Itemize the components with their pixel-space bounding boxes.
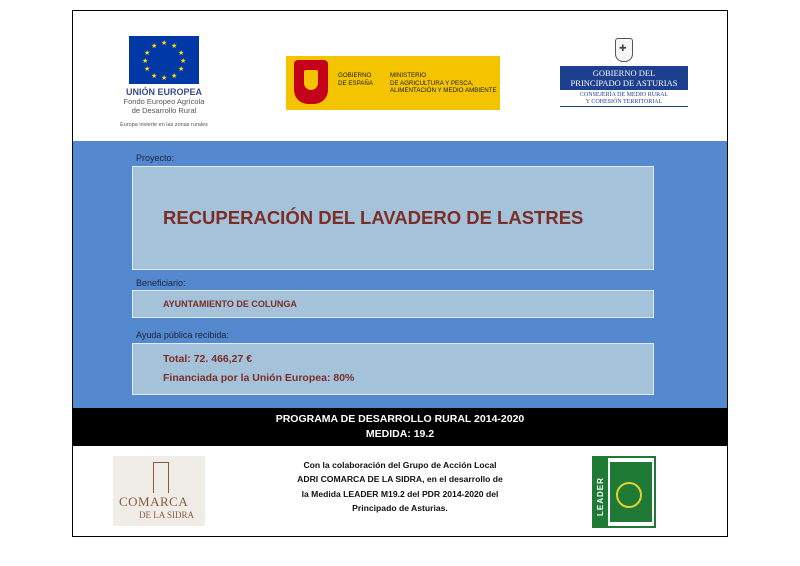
asturias-crest-icon bbox=[615, 38, 633, 62]
eu-subtitle-2: de Desarrollo Rural bbox=[131, 106, 197, 115]
spain-gob-line2: DE ESPAÑA bbox=[338, 79, 373, 87]
asturias-title-line2: PRINCIPADO DE ASTURIAS bbox=[570, 78, 678, 88]
asturias-sub-line2: Y COHESIÓN TERRITORIAL bbox=[585, 99, 663, 105]
asturias-title-line1: GOBIERNO DEL bbox=[592, 68, 656, 78]
tower-icon bbox=[153, 462, 169, 493]
asturias-title bbox=[560, 66, 688, 90]
beneficiary-value: AYUNTAMIENTO DE COLUNGA bbox=[163, 299, 297, 309]
asturias-sub-line1: CONSEJERÍA DE MEDIO RURAL bbox=[579, 92, 669, 98]
eu-flag-icon: ★ ★ ★ ★ ★ ★ ★ ★ ★ ★ ★ ★ bbox=[129, 36, 199, 84]
spain-min-line1: MINISTERIO bbox=[390, 72, 427, 79]
program-band bbox=[73, 408, 727, 446]
spain-gob-line1: GOBIERNO bbox=[338, 72, 372, 79]
project-title: RECUPERACIÓN DEL LAVADERO DE LASTRES bbox=[163, 207, 584, 228]
collaboration-line2: ADRI COMARCA DE LA SIDRA, en el desarrollo de bbox=[297, 474, 503, 485]
collaboration-line3: la Medida LEADER M19.2 del PDR 2014-2020 del bbox=[301, 488, 499, 499]
leader-logo bbox=[592, 456, 656, 528]
asturias-logo bbox=[560, 38, 688, 107]
collaboration-line1: Con la colaboración del Grupo de Acción Local bbox=[303, 460, 497, 470]
comarca-line1: COMARCA bbox=[119, 494, 189, 509]
leader-ring-icon bbox=[616, 482, 642, 508]
spain-ministerio-label bbox=[390, 72, 497, 95]
leader-text: LEADER bbox=[596, 477, 605, 516]
project-label: Proyecto: bbox=[136, 153, 175, 163]
aid-financing: Financiada por la Unión Europea: 80% bbox=[163, 372, 355, 384]
aid-label: Ayuda pública recibida: bbox=[136, 330, 229, 340]
spain-crest-icon bbox=[294, 60, 328, 104]
collaboration-line4: Principado de Asturias. bbox=[352, 503, 448, 514]
comarca-sidra-logo bbox=[113, 456, 205, 526]
eu-subtitle-1: Fondo Europeo Agrícola bbox=[123, 97, 205, 106]
asturias-subtitle bbox=[560, 90, 688, 107]
comarca-line2: DE LA SIDRA bbox=[139, 510, 195, 520]
spain-min-line2: DE AGRICULTURA Y PESCA, bbox=[390, 79, 474, 87]
aid-total: Total: 72. 466,27 € bbox=[163, 353, 253, 365]
program-title: PROGRAMA DE DESARROLLO RURAL 2014-2020 bbox=[275, 413, 525, 425]
aid-box bbox=[132, 343, 654, 395]
collaboration-text bbox=[270, 458, 530, 516]
spain-gobierno-label bbox=[338, 72, 373, 87]
eu-logo bbox=[107, 36, 221, 128]
spain-min-line3: ALIMENTACIÓN Y MEDIO AMBIENTE bbox=[390, 87, 497, 94]
spain-ministry-logo bbox=[286, 56, 500, 110]
eu-title: UNIÓN EUROPEA bbox=[125, 87, 202, 97]
beneficiary-label: Beneficiario: bbox=[136, 278, 186, 288]
program-measure: MEDIDA: 19.2 bbox=[365, 428, 435, 440]
eu-note: Europa invierte en las zonas rurales bbox=[120, 122, 208, 128]
